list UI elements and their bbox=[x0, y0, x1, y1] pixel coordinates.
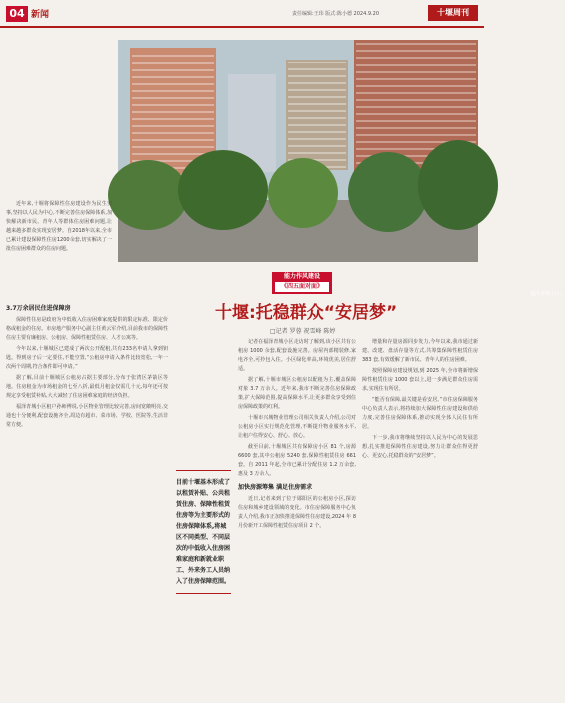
right-paragraph: “能否有保障,最关键是看安居。”市住房保障服务中心负责人表示,将持续加大保障性住房建设和供给力度,完善住房保障体系,推动实现全体人民住有所居。 bbox=[362, 397, 478, 430]
article-headline: 十堰:托稳群众“安居梦” bbox=[215, 303, 398, 323]
section-title: 新闻 bbox=[31, 10, 50, 20]
mid-paragraph: 截至目前,十堰城区共有保障房小区 81 个,房源 6600 套,其中公租房 5240 套,保障性租赁住房 661 套。自 2011 年起,全市已累计分配住房 1.2 万余套,惠及 3 万余人。 bbox=[238, 444, 356, 477]
left-column bbox=[6, 300, 168, 700]
mid-paragraph: 近日,记者来到了位于郧阳区的公租房小区,探访住房和城乡建设领域的变化。市住房保障服务中心负责人介绍,我市正加快推进保障性住房建设,2024 年 8 月份新开工保障性租赁住房项目 2 个。 bbox=[238, 496, 356, 529]
mid-paragraph: 十堰市兴城物业管理公司相关负责人介绍,公司对公租房小区实行规范化管理,不断提升物业服务水平,让租户住得安心、舒心、放心。 bbox=[238, 415, 356, 439]
byline: □记者 罗蓉 祝雪峰 陈婷 bbox=[270, 328, 336, 335]
page-number: 04 bbox=[6, 6, 28, 22]
right-paragraph: 下一步,我市将继续坚持以人民为中心的发展思想,扎实推进保障性住房建设,努力让群众住得更舒心、更安心,托稳群众的“安居梦”。 bbox=[362, 435, 478, 459]
page-header bbox=[0, 0, 484, 28]
left-paragraph: 福泽青城小区租户孙师傅说,小区物业管理比较完善,房间宽敞明亮,交通也十分便利,配套设施齐全,周边有超市、菜市场、学校、医院等,生活非常方便。 bbox=[6, 404, 168, 428]
mid-paragraph: 记者在福泽青城小区走访时了解到,该小区共有公租房 1000 余套,配套设施完善。房屋内部精装修,家电齐全,可拎包入住。小区绿化率高,环境优美,居住舒适。 bbox=[238, 339, 356, 372]
publication-brand: 十堰周刊 bbox=[428, 5, 478, 21]
intro-paragraph: 近年来,十堰将保障性住房建设作为民生实事,坚持以人民为中心,不断完善住房保障体系,加快解决新市民、青年人等群体住房困难问题,让越来越多群众实现安居梦。自2018年以来,全市已累计建设保障性住房1200余套,切实解决了一批住房困难群众的住房问题。 bbox=[6, 201, 112, 252]
column-banner bbox=[272, 272, 332, 294]
mid-paragraph: 据了解,十堰市城区公租房以配租为主,覆盖保障对象 3.7 万余人。近年来,我市不断完善住房保障政策,扩大保障范围,提高保障水平,让更多群众享受到住房保障政策的红利。 bbox=[238, 377, 356, 410]
photo-caption: 福泽青城小区。 bbox=[530, 291, 565, 297]
editor-line: 责任编辑:王玮 版式:陈小德 2024.9.20 bbox=[292, 11, 379, 17]
left-column-intro bbox=[6, 200, 112, 256]
right-paragraph: 按照保障房建设规划,到 2025 年,全市将新增保障性租赁住房 1000 套以上,进一步满足群众住房需求,实现住有所居。 bbox=[362, 368, 478, 392]
right-column bbox=[362, 338, 478, 698]
right-paragraph: 增量和存量房源同步发力,今年以来,我市通过新建、改建、盘活存量等方式,共筹集保障性租赁住房 383 套,有效缓解了新市民、青年人的住房困难。 bbox=[362, 339, 478, 363]
banner-line-2: 《四五面对面》 bbox=[275, 282, 329, 292]
pull-quote: 目前十堰基本形成了以租赁补贴、公共租赁住房、保障性租赁住房等为主要形式的住房保障体系,将城区不同类型、不同层次的中低收入住房困难家庭和新就业职工、外来务工人员纳入了住房保障范围。 bbox=[176, 470, 231, 594]
banner-line-1: 能力作风建设 bbox=[283, 273, 320, 280]
left-paragraph: 今年以来,十堰城区已建成了两次公开配租,共有233名申请人拿到钥匙。得到房子后一定要住,不能空置,“公租房申请入条件比较宽松,一年一次两个周期,符合条件即可申请。” bbox=[6, 346, 168, 370]
sub-heading-1: 3.7万余居民住进保障房 bbox=[6, 305, 71, 312]
sub-heading-2: 加快房源筹集 满足住房需求 bbox=[238, 484, 313, 491]
left-paragraph: 据了解,目前十堰城区公租房占据主要部分,分布于张湾区茅箭区等地。住房租金为市场租金的七至八折,最低月租金仅需几十元,每年还可按规定享受租赁补贴,大大减轻了住房困难家庭的经济负担。 bbox=[6, 375, 168, 399]
left-paragraph: 保障性住房是政府为中低收入住房困难家庭提供的限定标准、限定价格或租金的住房。市房地产服务中心副主任黄云军介绍,目前我市的保障性住房主要有廉租房、公租房、保障性租赁住房、人才公寓等。 bbox=[6, 317, 168, 341]
middle-column bbox=[238, 338, 356, 698]
